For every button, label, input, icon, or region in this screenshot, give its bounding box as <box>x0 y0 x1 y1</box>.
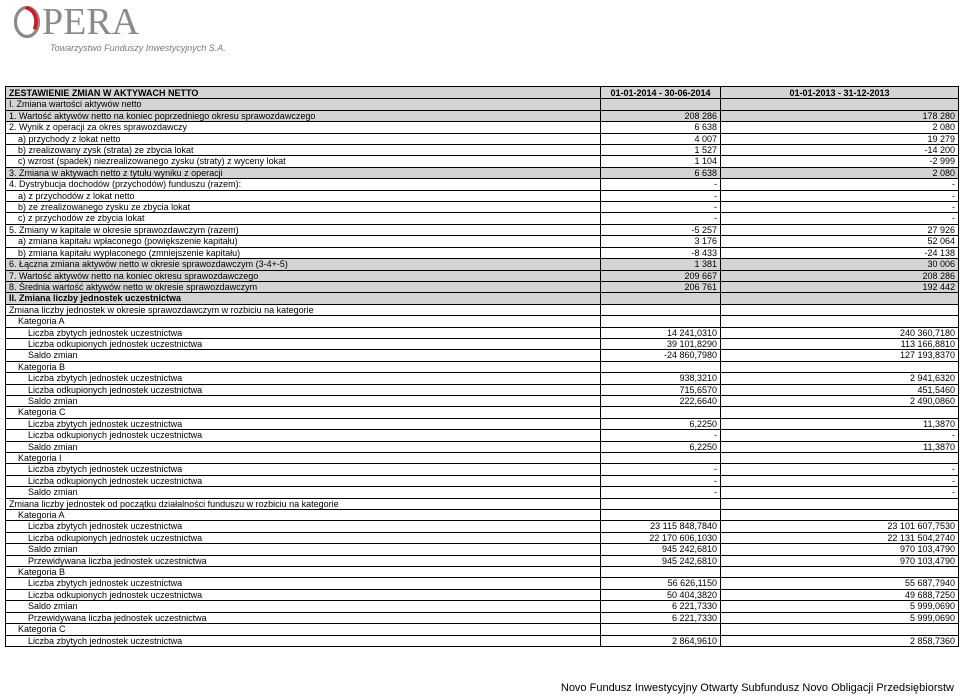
table-row <box>6 236 959 247</box>
value-2013: 23 101 607,7530 <box>721 521 959 532</box>
table-title: ZESTAWIENIE ZMIAN W AKTYWACH NETTO <box>6 87 601 99</box>
value-2013: 2 080 <box>721 122 959 133</box>
value-2013: 19 279 <box>721 133 959 144</box>
value-2013: 5 999,0690 <box>721 612 959 623</box>
row-label: Zmiana liczby jednostek w okresie sprawozdawczym w rozbiciu na kategorie <box>6 304 601 315</box>
value-2014: 14 241,0310 <box>601 327 721 338</box>
value-2014 <box>601 304 721 315</box>
table-row <box>6 544 959 555</box>
row-label: Liczba odkupionych jednostek uczestnictwa <box>6 475 601 486</box>
value-2014: 206 761 <box>601 281 721 292</box>
value-2013: - <box>721 475 959 486</box>
row-label: Liczba zbytych jednostek uczestnictwa <box>6 635 601 646</box>
row-label: Liczba odkupionych jednostek uczestnictwa <box>6 430 601 441</box>
row-label: Kategoria B <box>6 361 601 372</box>
value-2014: - <box>601 202 721 213</box>
table-row <box>6 122 959 133</box>
row-label: b) zmiana kapitału wypłaconego (zmniejszenie kapitału) <box>6 247 601 258</box>
value-2014: 23 115 848,7840 <box>601 521 721 532</box>
row-label: 3. Zmiana w aktywach netto z tytułu wyniku z operacji <box>6 167 601 178</box>
table-row <box>6 156 959 167</box>
value-2014 <box>601 407 721 418</box>
value-2013: 11,3870 <box>721 441 959 452</box>
value-2014: - <box>601 464 721 475</box>
table-row <box>6 464 959 475</box>
value-2013: 451,5460 <box>721 384 959 395</box>
value-2013: 127 193,8370 <box>721 350 959 361</box>
table-row <box>6 361 959 372</box>
table-row <box>6 373 959 384</box>
value-2013: -14 200 <box>721 145 959 156</box>
row-label: Saldo zmian <box>6 441 601 452</box>
row-label: Saldo zmian <box>6 487 601 498</box>
table-row <box>6 407 959 418</box>
value-2014: 2 864,9610 <box>601 635 721 646</box>
value-2013: 113 166,8810 <box>721 338 959 349</box>
table-row <box>6 612 959 623</box>
value-2013: 49 688,7250 <box>721 589 959 600</box>
value-2014: 6,2250 <box>601 441 721 452</box>
value-2014: - <box>601 190 721 201</box>
net-assets-changes-table <box>5 86 959 647</box>
table-row <box>6 316 959 327</box>
value-2014 <box>601 99 721 110</box>
column-header-period-2013: 01-01-2013 - 31-12-2013 <box>721 87 959 99</box>
value-2013 <box>721 624 959 635</box>
value-2014: 1 104 <box>601 156 721 167</box>
row-label: b) ze zrealizowanego zysku ze zbycia lokat <box>6 202 601 213</box>
value-2014 <box>601 453 721 464</box>
table-row <box>6 555 959 566</box>
value-2014: -8 433 <box>601 247 721 258</box>
value-2013: 970 103,4790 <box>721 544 959 555</box>
value-2013: 5 999,0690 <box>721 601 959 612</box>
value-2014: -24 860,7980 <box>601 350 721 361</box>
table-row <box>6 110 959 121</box>
row-label: Kategoria A <box>6 316 601 327</box>
table-row <box>6 202 959 213</box>
value-2014 <box>601 361 721 372</box>
row-label: c) wzrost (spadek) niezrealizowanego zysku (straty) z wyceny lokat <box>6 156 601 167</box>
table-row <box>6 395 959 406</box>
row-label: a) zmiana kapitału wpłaconego (powiększenie kapitału) <box>6 236 601 247</box>
table-row <box>6 99 959 110</box>
table-row <box>6 259 959 270</box>
row-label: 4. Dystrybucja dochodów (przychodów) funduszu (razem): <box>6 179 601 190</box>
value-2013: -2 999 <box>721 156 959 167</box>
table-row <box>6 624 959 635</box>
row-label: a) z przychodów z lokat netto <box>6 190 601 201</box>
value-2013 <box>721 453 959 464</box>
column-header-period-2014: 01-01-2014 - 30-06-2014 <box>601 87 721 99</box>
table-row <box>6 190 959 201</box>
value-2013: - <box>721 464 959 475</box>
table-row <box>6 521 959 532</box>
logo-subtitle: Towarzystwo Funduszy Inwestycyjnych S.A. <box>50 43 226 53</box>
value-2014: 6 638 <box>601 122 721 133</box>
value-2014: 945 242,6810 <box>601 544 721 555</box>
row-label: 7. Wartość aktywów netto na koniec okresu sprawozdawczego <box>6 270 601 281</box>
table-row <box>6 338 959 349</box>
value-2013: -24 138 <box>721 247 959 258</box>
row-label: Liczba zbytych jednostek uczestnictwa <box>6 521 601 532</box>
value-2013: 30 006 <box>721 259 959 270</box>
value-2014: 50 404,3820 <box>601 589 721 600</box>
row-label: 2. Wynik z operacji za okres sprawozdawczy <box>6 122 601 133</box>
table-row <box>6 441 959 452</box>
value-2014: 1 381 <box>601 259 721 270</box>
value-2014: - <box>601 179 721 190</box>
value-2014: 938,3210 <box>601 373 721 384</box>
table-row <box>6 350 959 361</box>
table-row <box>6 601 959 612</box>
row-label: Liczba odkupionych jednostek uczestnictwa <box>6 384 601 395</box>
row-label: Saldo zmian <box>6 601 601 612</box>
value-2013: 208 286 <box>721 270 959 281</box>
value-2014: 4 007 <box>601 133 721 144</box>
value-2014 <box>601 293 721 304</box>
table-row <box>6 179 959 190</box>
value-2013 <box>721 407 959 418</box>
table-header-row <box>6 87 959 99</box>
value-2013 <box>721 567 959 578</box>
table-row <box>6 453 959 464</box>
table-row <box>6 167 959 178</box>
value-2013 <box>721 99 959 110</box>
value-2013: 970 103,4790 <box>721 555 959 566</box>
value-2013 <box>721 361 959 372</box>
table-row <box>6 635 959 646</box>
value-2013 <box>721 304 959 315</box>
table-row <box>6 145 959 156</box>
value-2014: - <box>601 487 721 498</box>
row-label: 1. Wartość aktywów netto na koniec poprzedniego okresu sprawozdawczego <box>6 110 601 121</box>
table-row <box>6 418 959 429</box>
value-2014: 945 242,6810 <box>601 555 721 566</box>
row-label: Liczba zbytych jednostek uczestnictwa <box>6 418 601 429</box>
table-row <box>6 281 959 292</box>
row-label: II. Zmiana liczby jednostek uczestnictwa <box>6 293 601 304</box>
value-2014: 6,2250 <box>601 418 721 429</box>
value-2013 <box>721 510 959 521</box>
value-2014 <box>601 498 721 509</box>
value-2014: - <box>601 475 721 486</box>
value-2014: 39 101,8290 <box>601 338 721 349</box>
table-row <box>6 213 959 224</box>
table-body <box>6 99 959 647</box>
value-2014: 6 221,7330 <box>601 612 721 623</box>
value-2014: 6 638 <box>601 167 721 178</box>
table-row <box>6 224 959 235</box>
value-2014: 209 667 <box>601 270 721 281</box>
value-2013: 55 687,7940 <box>721 578 959 589</box>
value-2013: 52 064 <box>721 236 959 247</box>
value-2013: 27 926 <box>721 224 959 235</box>
company-logo <box>14 1 226 55</box>
row-label: Saldo zmian <box>6 395 601 406</box>
value-2014: 3 176 <box>601 236 721 247</box>
value-2013 <box>721 498 959 509</box>
row-label: Przewidywana liczba jednostek uczestnictwa <box>6 612 601 623</box>
value-2013: - <box>721 179 959 190</box>
logo-wordmark: PERA <box>42 1 140 43</box>
value-2014: 208 286 <box>601 110 721 121</box>
row-label: c) z przychodów ze zbycia lokat <box>6 213 601 224</box>
logo-o-mark <box>14 6 40 38</box>
table-row <box>6 430 959 441</box>
value-2013: 2 490,0860 <box>721 395 959 406</box>
value-2014: - <box>601 430 721 441</box>
row-label: b) zrealizowany zysk (strata) ze zbycia lokat <box>6 145 601 156</box>
table-row <box>6 487 959 498</box>
row-label: Kategoria A <box>6 510 601 521</box>
value-2014: - <box>601 213 721 224</box>
value-2013 <box>721 293 959 304</box>
value-2013: 2 080 <box>721 167 959 178</box>
table-row <box>6 567 959 578</box>
row-label: Saldo zmian <box>6 544 601 555</box>
value-2014: -5 257 <box>601 224 721 235</box>
row-label: Liczba odkupionych jednostek uczestnictwa <box>6 338 601 349</box>
table-row <box>6 498 959 509</box>
value-2013: - <box>721 190 959 201</box>
value-2013: 2 858,7360 <box>721 635 959 646</box>
row-label: 5. Zmiany w kapitale w okresie sprawozdawczym (razem) <box>6 224 601 235</box>
row-label: Liczba odkupionych jednostek uczestnictwa <box>6 589 601 600</box>
row-label: Kategoria C <box>6 407 601 418</box>
row-label: Kategoria B <box>6 567 601 578</box>
row-label: Zmiana liczby jednostek od początku działalności funduszu w rozbiciu na kategorie <box>6 498 601 509</box>
table-row <box>6 293 959 304</box>
value-2013: - <box>721 487 959 498</box>
table-row <box>6 475 959 486</box>
value-2014: 56 626,1150 <box>601 578 721 589</box>
row-label: Przewidywana liczba jednostek uczestnictwa <box>6 555 601 566</box>
row-label: Liczba zbytych jednostek uczestnictwa <box>6 464 601 475</box>
row-label: 8. Średnia wartość aktywów netto w okresie sprawozdawczym <box>6 281 601 292</box>
value-2013: - <box>721 213 959 224</box>
row-label: I. Zmiana wartości aktywów netto <box>6 99 601 110</box>
table-row <box>6 270 959 281</box>
row-label: Saldo zmian <box>6 350 601 361</box>
value-2014: 1 527 <box>601 145 721 156</box>
table-row <box>6 578 959 589</box>
table-row <box>6 510 959 521</box>
value-2013 <box>721 316 959 327</box>
table-row <box>6 532 959 543</box>
table-row <box>6 247 959 258</box>
row-label: Liczba zbytych jednostek uczestnictwa <box>6 578 601 589</box>
table-row <box>6 304 959 315</box>
table-row <box>6 384 959 395</box>
fund-name-footer: Novo Fundusz Inwestycyjny Otwarty Subfundusz Novo Obligacji Przedsiębiorstw <box>560 682 954 694</box>
table-row <box>6 133 959 144</box>
value-2013: 192 442 <box>721 281 959 292</box>
value-2013: 11,3870 <box>721 418 959 429</box>
table-row <box>6 327 959 338</box>
value-2013: - <box>721 202 959 213</box>
value-2014: 715,6570 <box>601 384 721 395</box>
row-label: Liczba odkupionych jednostek uczestnictwa <box>6 532 601 543</box>
value-2013: 2 941,6320 <box>721 373 959 384</box>
row-label: Kategoria I <box>6 453 601 464</box>
value-2014: 6 221,7330 <box>601 601 721 612</box>
value-2013: 22 131 504,2740 <box>721 532 959 543</box>
value-2014 <box>601 567 721 578</box>
value-2013: 178 280 <box>721 110 959 121</box>
value-2014 <box>601 510 721 521</box>
value-2013: 240 360,7180 <box>721 327 959 338</box>
row-label: a) przychody z lokat netto <box>6 133 601 144</box>
row-label: 6. Łączna zmiana aktywów netto w okresie sprawozdawczym (3-4+-5) <box>6 259 601 270</box>
value-2013: - <box>721 430 959 441</box>
row-label: Kategoria C <box>6 624 601 635</box>
value-2014: 222,6640 <box>601 395 721 406</box>
row-label: Liczba zbytych jednostek uczestnictwa <box>6 373 601 384</box>
table-row <box>6 589 959 600</box>
row-label: Liczba zbytych jednostek uczestnictwa <box>6 327 601 338</box>
value-2014: 22 170 606,1030 <box>601 532 721 543</box>
value-2014 <box>601 316 721 327</box>
value-2014 <box>601 624 721 635</box>
